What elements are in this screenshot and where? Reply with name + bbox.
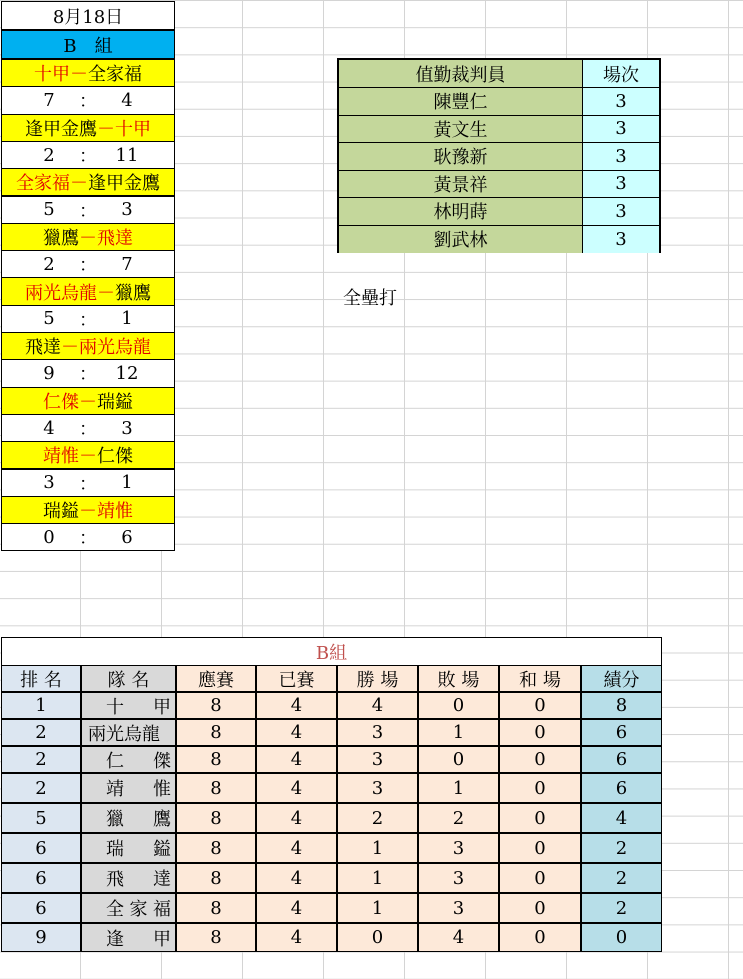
score-colon: ： [79, 419, 97, 441]
away-score: 4 [121, 89, 133, 111]
standings-scheduled-cell[interactable]: 8 [176, 863, 256, 893]
away-score: 6 [121, 526, 133, 548]
match-teams[interactable] [1, 277, 175, 305]
away-score: 7 [121, 253, 133, 275]
umpire-name[interactable]: 劉武林 [339, 226, 583, 254]
away-score: 3 [121, 417, 133, 439]
umpire-header-name[interactable]: 值勤裁判員 [339, 60, 583, 88]
standings-ties-cell[interactable]: 0 [499, 719, 581, 746]
standings-points-cell[interactable]: 6 [581, 773, 662, 803]
date-cell[interactable]: 8月18日 [1, 1, 175, 30]
standings-losses-cell[interactable]: 0 [418, 746, 499, 773]
away-team: 飛達 [97, 227, 133, 249]
standings-points-cell[interactable]: 2 [581, 833, 662, 863]
standings-scheduled-cell[interactable]: 8 [176, 833, 256, 863]
home-team: 全家福 [16, 173, 70, 195]
standings-points-cell[interactable]: 4 [581, 803, 662, 833]
standings-header[interactable]: 已賽 [256, 665, 337, 692]
team-name-cell[interactable] [81, 719, 176, 746]
match-score[interactable] [1, 469, 175, 497]
standings-ties-cell[interactable]: 0 [499, 803, 581, 833]
away-team: 仁傑 [97, 446, 133, 468]
score-colon: ： [79, 91, 97, 113]
standings-wins-cell[interactable]: 1 [337, 893, 418, 923]
standings-losses-cell[interactable]: 1 [418, 719, 499, 746]
umpire-name[interactable]: 耿豫新 [339, 143, 583, 171]
dash: － [79, 391, 97, 413]
dash: － [79, 446, 97, 468]
standings-ties-cell[interactable]: 0 [499, 923, 581, 952]
score-colon: ： [79, 255, 97, 277]
home-score: 5 [43, 308, 55, 330]
team-name-char: 傑 [153, 750, 171, 772]
team-name-cell[interactable] [81, 773, 176, 803]
dash: － [70, 64, 88, 86]
standings-losses-cell[interactable]: 1 [418, 773, 499, 803]
standings-ties-cell[interactable]: 0 [499, 893, 581, 923]
score-colon: ： [79, 309, 97, 331]
team-name-char: 靖 [106, 779, 124, 800]
standings-wins-cell[interactable]: 0 [337, 923, 418, 952]
standings-scheduled-cell[interactable]: 8 [176, 692, 256, 719]
away-score: 1 [121, 472, 133, 494]
home-score: 0 [43, 526, 55, 548]
standings-points-cell[interactable]: 6 [581, 746, 662, 773]
standings-rank-cell[interactable]: 5 [1, 803, 81, 833]
standings-header[interactable]: 敗 場 [418, 665, 499, 692]
group-header-cell[interactable]: B 組 [1, 30, 175, 59]
umpire-name[interactable]: 林明蒔 [339, 198, 583, 226]
umpire-name[interactable]: 黃景祥 [339, 171, 583, 199]
standings-rank-cell[interactable]: 2 [1, 719, 81, 746]
standings-header[interactable]: 隊 名 [81, 665, 176, 692]
team-name-char: 鎰 [153, 839, 171, 860]
standings-title[interactable]: B組 [1, 637, 662, 665]
score-colon: ： [79, 364, 97, 386]
umpire-count[interactable]: 3 [583, 198, 659, 226]
score-colon: ： [79, 528, 97, 550]
standings-scheduled-cell[interactable]: 8 [176, 719, 256, 746]
standings-header[interactable]: 績分 [581, 665, 662, 692]
standings-ties-cell[interactable]: 0 [499, 863, 581, 893]
home-team: 靖惟 [43, 446, 79, 468]
match-score[interactable] [1, 86, 175, 114]
match-teams[interactable] [1, 59, 175, 87]
umpire-name[interactable]: 陳豐仁 [339, 88, 583, 116]
standings-points-cell[interactable]: 2 [581, 893, 662, 923]
standings-played-cell[interactable]: 4 [256, 692, 337, 719]
team-name-char: 惟 [153, 779, 171, 800]
team-name-char: 瑞 [106, 839, 124, 860]
team-name-cell[interactable] [81, 833, 176, 863]
umpire-header-count[interactable]: 場次 [583, 60, 659, 88]
standings-scheduled-cell[interactable]: 8 [176, 923, 256, 952]
match-teams[interactable] [1, 168, 175, 196]
team-name-char: 福 [153, 899, 171, 920]
standings-rank-cell[interactable]: 9 [1, 923, 81, 952]
home-team: 兩光烏龍 [25, 282, 97, 304]
standings-scheduled-cell[interactable]: 8 [176, 803, 256, 833]
home-team: 仁傑 [43, 391, 79, 413]
away-team: 逢甲金鷹 [88, 173, 160, 195]
home-team: 瑞鎰 [43, 500, 79, 522]
match-score[interactable] [1, 250, 175, 278]
standings-losses-cell[interactable]: 3 [418, 833, 499, 863]
standings-rank-cell[interactable]: 6 [1, 863, 81, 893]
match-teams[interactable] [1, 441, 175, 469]
home-score: 4 [43, 417, 55, 439]
score-colon: ： [79, 473, 97, 495]
team-name-char: 鷹 [153, 809, 171, 830]
umpire-name[interactable]: 黃文生 [339, 116, 583, 144]
standings-header[interactable]: 應賽 [176, 665, 256, 692]
standings-played-cell[interactable]: 4 [256, 833, 337, 863]
standings-wins-cell[interactable]: 3 [337, 719, 418, 746]
team-name-cell[interactable] [81, 692, 176, 719]
team-name-char: 逢 [106, 928, 124, 950]
standings-rank-cell[interactable]: 2 [1, 746, 81, 773]
standings-losses-cell[interactable]: 3 [418, 863, 499, 893]
standings-wins-cell[interactable]: 3 [337, 773, 418, 803]
away-score: 11 [115, 144, 139, 166]
team-name-char: 飛 [106, 869, 124, 890]
home-score: 5 [43, 199, 55, 221]
away-score: 1 [121, 308, 133, 330]
standings-rank-cell[interactable]: 2 [1, 773, 81, 803]
standings-ties-cell[interactable]: 0 [499, 692, 581, 719]
standings-points-cell[interactable]: 0 [581, 923, 662, 952]
team-name-cell[interactable] [81, 803, 176, 833]
home-team: 獵鷹 [43, 227, 79, 249]
match-score[interactable] [1, 305, 175, 333]
standings-losses-cell[interactable]: 3 [418, 893, 499, 923]
home-score: 2 [43, 253, 55, 275]
team-name-char: 全 [106, 899, 124, 920]
standings-losses-cell[interactable]: 4 [418, 923, 499, 952]
umpire-count[interactable]: 3 [583, 226, 659, 254]
away-team: 十甲 [115, 118, 151, 140]
standings-ties-cell[interactable]: 0 [499, 746, 581, 773]
standings-wins-cell[interactable]: 2 [337, 803, 418, 833]
away-team: 瑞鎰 [97, 391, 133, 413]
dash: － [97, 282, 115, 304]
match-score[interactable] [1, 414, 175, 442]
team-name-char: 仁 [106, 750, 124, 772]
standings-losses-cell[interactable]: 0 [418, 692, 499, 719]
note-cell[interactable]: 全壘打 [343, 288, 397, 309]
match-teams[interactable] [1, 332, 175, 360]
dash: － [97, 118, 115, 140]
standings-ties-cell[interactable]: 0 [499, 773, 581, 803]
standings-points-cell[interactable]: 8 [581, 692, 662, 719]
away-team: 靖惟 [97, 500, 133, 522]
standings-played-cell[interactable]: 4 [256, 773, 337, 803]
team-name-char: 獵 [106, 809, 124, 830]
match-score[interactable] [1, 523, 175, 551]
home-team: 飛達 [25, 337, 61, 359]
umpire-count[interactable]: 3 [583, 116, 659, 144]
team-name-cell[interactable] [81, 923, 176, 952]
team-name-char: 甲 [153, 696, 171, 718]
umpire-count[interactable]: 3 [583, 171, 659, 199]
standings-rank-cell[interactable]: 1 [1, 692, 81, 719]
match-score[interactable] [1, 359, 175, 387]
score-colon: ： [79, 146, 97, 168]
away-team: 獵鷹 [115, 282, 151, 304]
standings-played-cell[interactable]: 4 [256, 863, 337, 893]
home-score: 9 [43, 362, 55, 384]
match-score[interactable] [1, 196, 175, 224]
match-teams[interactable] [1, 223, 175, 251]
home-team: 逢甲金鷹 [25, 118, 97, 140]
standings-played-cell[interactable]: 4 [256, 746, 337, 773]
standings-wins-cell[interactable]: 1 [337, 833, 418, 863]
umpire-count[interactable]: 3 [583, 143, 659, 171]
away-team: 兩光烏龍 [79, 337, 151, 359]
standings-points-cell[interactable]: 6 [581, 719, 662, 746]
team-name-cell[interactable] [81, 893, 176, 923]
standings-losses-cell[interactable]: 2 [418, 803, 499, 833]
away-team: 全家福 [88, 64, 142, 86]
team-name-char: 家 [129, 899, 148, 920]
team-name-text: 兩光烏龍 [88, 723, 160, 745]
standings-scheduled-cell[interactable]: 8 [176, 746, 256, 773]
standings-rank-cell[interactable]: 6 [1, 893, 81, 923]
standings-wins-cell[interactable]: 1 [337, 863, 418, 893]
umpire-count[interactable]: 3 [583, 88, 659, 116]
standings-wins-cell[interactable]: 3 [337, 746, 418, 773]
match-teams[interactable] [1, 114, 175, 142]
dash: － [70, 173, 88, 195]
standings-scheduled-cell[interactable]: 8 [176, 773, 256, 803]
dash: － [61, 337, 79, 359]
standings-header[interactable]: 勝 場 [337, 665, 418, 692]
standings-header[interactable]: 和 場 [499, 665, 581, 692]
match-teams[interactable] [1, 496, 175, 524]
away-score: 12 [115, 362, 139, 384]
standings-ties-cell[interactable]: 0 [499, 833, 581, 863]
away-score: 3 [121, 199, 133, 221]
match-score[interactable] [1, 141, 175, 169]
team-name-char: 甲 [153, 928, 171, 950]
dash: － [79, 500, 97, 522]
match-teams[interactable] [1, 387, 175, 415]
team-name-char: 十 [106, 696, 124, 718]
home-team: 十甲 [34, 64, 70, 86]
standings-wins-cell[interactable]: 4 [337, 692, 418, 719]
standings-played-cell[interactable]: 4 [256, 803, 337, 833]
standings-scheduled-cell[interactable]: 8 [176, 893, 256, 923]
standings-played-cell[interactable]: 4 [256, 923, 337, 952]
score-colon: ： [79, 200, 97, 222]
home-score: 2 [43, 144, 55, 166]
umpire-table [337, 58, 661, 253]
standings-played-cell[interactable]: 4 [256, 719, 337, 746]
team-name-cell[interactable] [81, 863, 176, 893]
team-name-char: 達 [153, 869, 171, 890]
home-score: 3 [43, 472, 55, 494]
standings-header[interactable]: 排 名 [1, 665, 81, 692]
team-name-cell[interactable] [81, 746, 176, 773]
standings-points-cell[interactable]: 2 [581, 863, 662, 893]
home-score: 7 [43, 89, 55, 111]
dash: － [79, 227, 97, 249]
standings-played-cell[interactable]: 4 [256, 893, 337, 923]
standings-rank-cell[interactable]: 6 [1, 833, 81, 863]
